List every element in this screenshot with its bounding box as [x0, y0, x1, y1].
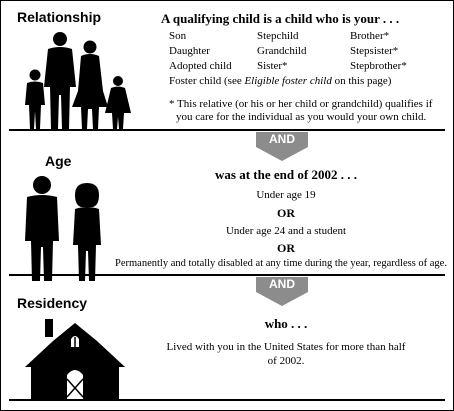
eligible-foster-child-term: Eligible foster child: [244, 75, 332, 87]
house-icon: [23, 319, 127, 399]
or-label: OR: [277, 206, 295, 220]
list-item: Stepsister*: [350, 45, 399, 57]
section-divider: [9, 129, 445, 131]
down-arrow-icon: [256, 147, 308, 162]
or-label: OR: [277, 241, 295, 255]
list-item: Stepchild: [257, 30, 299, 42]
two-people-silhouette-icon: [19, 175, 111, 281]
residency-lead: who . . .: [264, 316, 308, 331]
list-item: Adopted child: [169, 60, 232, 72]
list-item: Brother*: [350, 30, 390, 42]
and-label: AND: [256, 277, 308, 292]
relationship-column-3: [350, 30, 407, 73]
relationship-column-1: [169, 30, 232, 73]
age-heading: Age: [45, 153, 72, 169]
residency-line-1: Lived with you in the United States for more than half: [166, 341, 406, 353]
relationship-lead: A qualifying child is a child who is your . . .: [161, 11, 400, 26]
list-item: Sister*: [257, 60, 288, 72]
relative-note: * This relative (or his or her child or grandchild) qualifies if you care for the individual as you would your own child.: [169, 98, 433, 123]
and-connector: [256, 132, 308, 162]
residency-heading: Residency: [17, 295, 88, 311]
section-divider: [9, 399, 445, 401]
down-arrow-icon: [256, 292, 308, 307]
relationship-heading: Relationship: [17, 9, 102, 25]
list-item: Daughter: [169, 45, 210, 57]
age-option-disabled: Permanently and totally disabled at any time during the year, regardless of age.: [115, 258, 447, 269]
family-silhouette-icon: [15, 29, 145, 129]
residency-line-2: of 2002.: [267, 355, 305, 367]
and-label: AND: [256, 132, 308, 147]
age-lead: was at the end of 2002 . . .: [215, 167, 357, 182]
list-item: Grandchild: [257, 45, 307, 57]
section-divider: [9, 274, 445, 276]
foster-child-line: Foster child (see Eligible foster child on this page): [169, 75, 392, 87]
list-item: Stepbrother*: [350, 60, 407, 72]
relationship-column-2: [257, 30, 306, 73]
age-option-under-19: Under age 19: [256, 189, 316, 201]
and-connector: [256, 277, 308, 307]
list-item: Son: [169, 30, 187, 42]
age-option-under-24-student: Under age 24 and a student: [225, 225, 347, 237]
